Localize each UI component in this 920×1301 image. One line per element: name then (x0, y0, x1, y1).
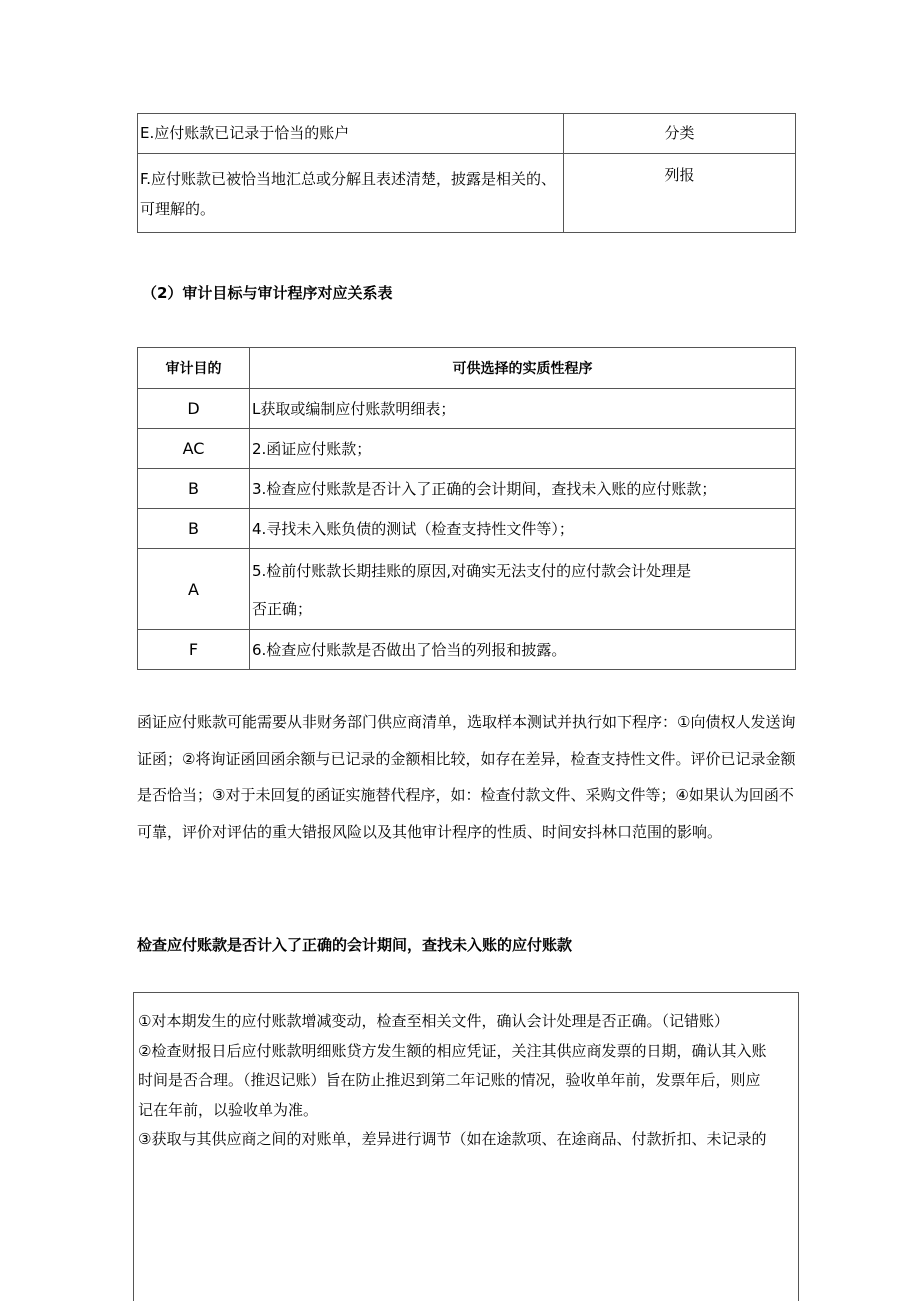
box-line: ①对本期发生的应付账款增减变动，检查至相关文件，确认会计处理是否正确。（记错账） (138, 1012, 729, 1030)
procedure-cell: 6.检查应付账款是否做出了恰当的列报和披露。 (250, 630, 796, 670)
assertion-description: F.应付账款已被恰当地汇总或分解且表述清楚，披露是相关的、可理解的。 (138, 154, 564, 233)
assertion-name: 分类 (564, 114, 796, 154)
table-row (138, 389, 796, 429)
table-row (138, 630, 796, 670)
section-heading: （2）审计目标与审计程序对应关系表 (142, 284, 393, 302)
procedure-cell (250, 549, 796, 630)
section-heading: 检查应付账款是否计入了正确的会计期间，查找未入账的应付账款 (137, 936, 573, 954)
goal-cell: AC (138, 429, 250, 469)
table-row (138, 509, 796, 549)
procedure-cell: 2.函证应付账款； (250, 429, 796, 469)
box-line: 时间是否合理。（推迟记账）旨在防止推迟到第二年记账的情况，验收单年前，发票年后，则应 (138, 1071, 761, 1089)
box-line: ②检查财报日后应付账款明细账贷方发生额的相应凭证，关注其供应商发票的日期，确认其入账 (138, 1041, 767, 1060)
assertion-table (137, 113, 796, 233)
table-row (138, 549, 796, 630)
column-header-procedure: 可供选择的实质性程序 (250, 348, 796, 389)
cutoff-procedures-box (133, 992, 799, 1301)
procedure-table (137, 347, 796, 670)
table-row (138, 469, 796, 509)
table-row (138, 154, 796, 233)
assertion-name: 列报 (564, 154, 796, 233)
procedure-cell: L获取或编制应付账款明细表； (250, 389, 796, 429)
confirmation-paragraph: 函证应付账款可能需要从非财务部门供应商清单，选取样本测试并执行如下程序：①向债权人发送询证函；②将询证函回函余额与已记录的金额相比较，如存在差异，检查支持性文件。评价已记录金额是否恰当；③对于未回复的函证实施替代程序，如：检查付款文件、采购文件等；④如果认为回函不可靠，评价对评估的重大错报风险以及其他审计程序的性质、时间安抖林口范围的影响。 (137, 713, 796, 841)
table-header-row (138, 348, 796, 389)
assertion-description: E.应付账款已记录于恰当的账户 (138, 114, 564, 154)
procedure-cell: 3.检查应付账款是否计入了正确的会计期间，查找未入账的应付账款； (250, 469, 796, 509)
procedure-line: 5.检前付账款长期挂账的原因,对确实无法支付的应付款会计处理是 (252, 562, 692, 580)
column-header-goal: 审计目的 (138, 348, 250, 389)
table-row (138, 429, 796, 469)
box-line: 记在年前，以验收单为准。 (138, 1100, 319, 1119)
goal-cell: D (138, 389, 250, 429)
goal-cell: B (138, 469, 250, 509)
box-line: ③获取与其供应商之间的对账单，差异进行调节（如在途款项、在途商品、付款折扣、未记录的 (138, 1130, 767, 1148)
procedure-cell: 4.寻找未入账负债的测试（检查支持性文件等）； (250, 509, 796, 549)
goal-cell: F (138, 630, 250, 670)
goal-cell: A (138, 549, 250, 630)
goal-cell: B (138, 509, 250, 549)
procedure-line: 否正确； (252, 600, 313, 618)
table-row (138, 114, 796, 154)
